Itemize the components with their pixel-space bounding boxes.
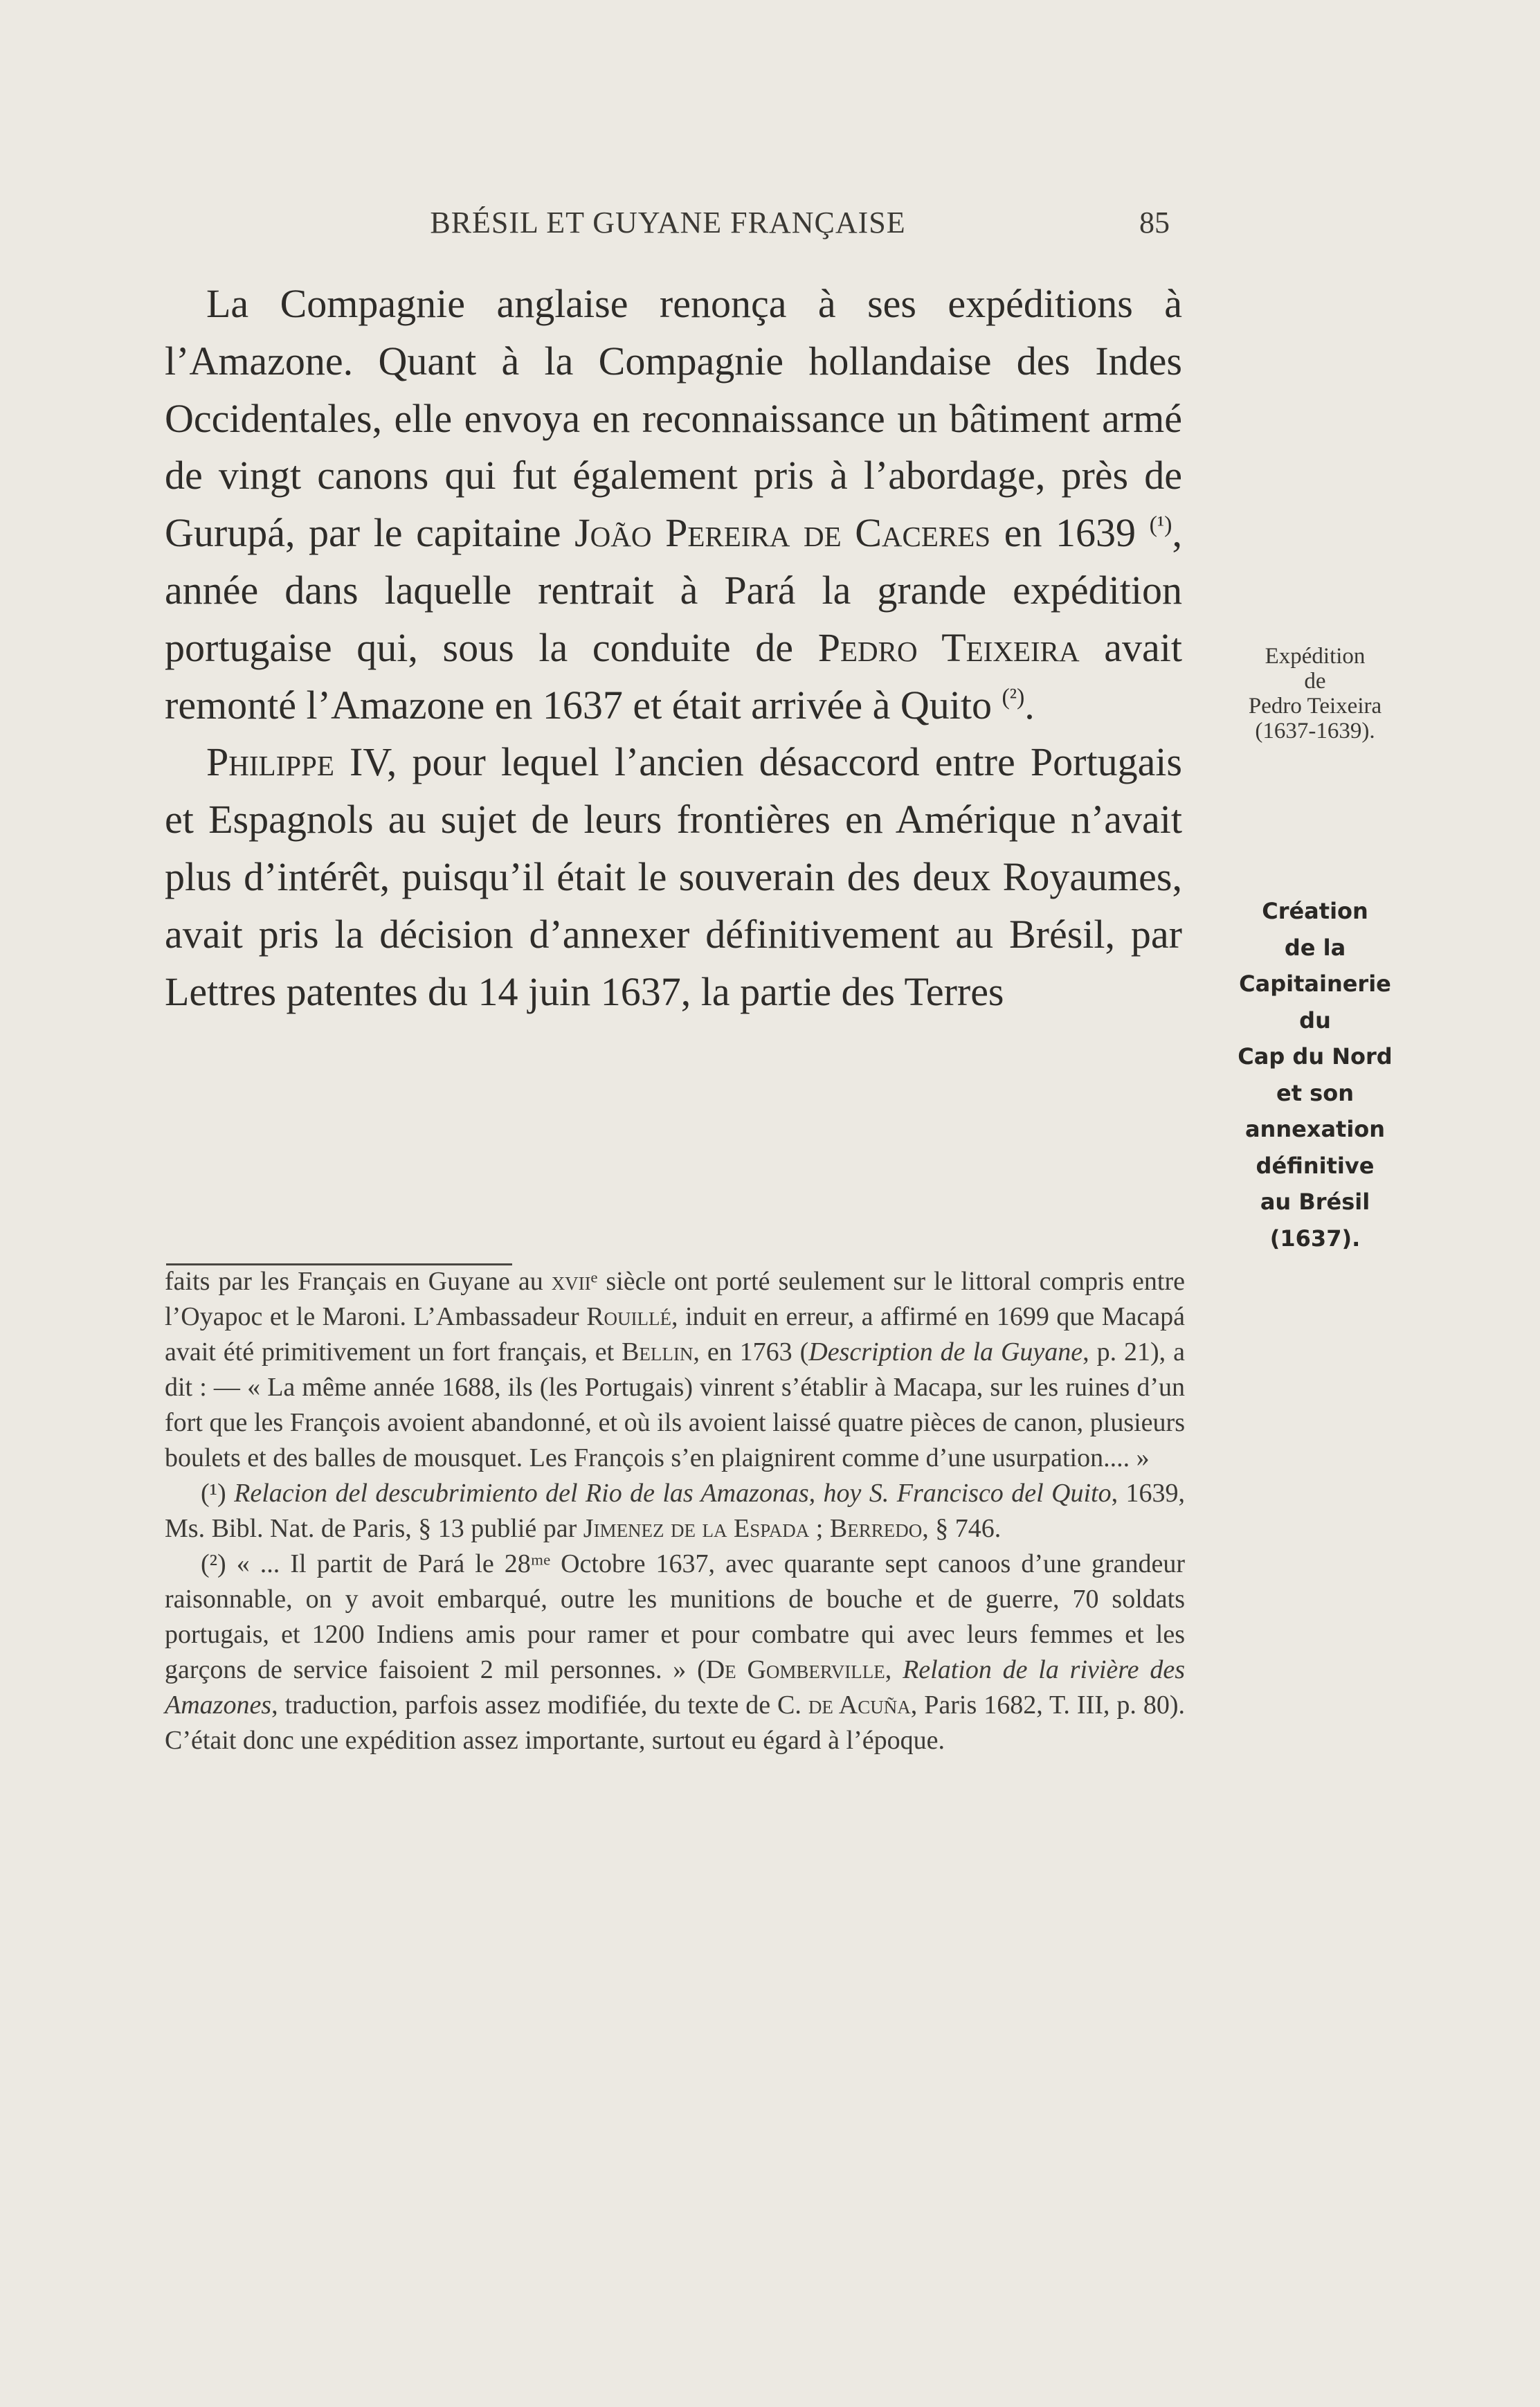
text-span: . [1024,682,1035,728]
margin-note-line: Capitainerie [1239,971,1391,997]
margin-note-line: du [1299,1007,1331,1034]
footnote-continuation [165,1264,1185,1476]
person-name: Berredo [829,1514,923,1543]
person-name: Pedro Teixeira [817,624,1080,670]
person-name: Jimenez de la Espada [583,1514,810,1543]
footnote-ref: (²) [1002,684,1025,710]
text-span: , traduction, parfois assez modifiée, du texte de C. [271,1691,808,1720]
text-span: siècle ont porté seulement sur le littoral compris entre l’Oyapoc et le Maroni. L’Ambassadeur [165,1267,1186,1331]
text-span: IV, pour lequel l’ancien désaccord entre Portugais et Espagnols au sujet de leurs frontières en Amérique n’avait plus d’intérêt, puisqu’il était le souverain des deux Royaumes, avait pris la décision d’annexer définitivement au Brésil, par Lettres patentes du 14 juin 1637, la partie des Terres [165,739,1182,1014]
main-text [165,276,1182,1020]
work-title: Relacion del descubrimiento del Rio de las Amazonas, hoy S. Francisco del Quito [234,1479,1112,1508]
margin-note-line: de la [1284,934,1346,961]
margin-note-line: et son [1276,1079,1354,1106]
footnote-marker: (¹) [201,1479,226,1508]
margin-note-line: de [1304,669,1326,694]
text-span: « ... Il partit de Pará le 28ᵐᵉ Octobre 1637, avec quarante sept canoos d’une grandeur raisonnable, on y avoit embarqué, outre les munitions de bouche et de guerre, 70 soldats portugais, et 1200 Indiens amis pour ramer et pour combatre qui avec leurs femmes et les garçons de service faisoient 2 mil personnes. » ( [165,1549,1185,1684]
text-span: , [885,1655,903,1684]
text-span: , induit en erreur, a affirmé en 1699 que Macapá avait été primitivement un fort français, et [165,1302,1185,1367]
work-title: Relation de la rivière des Amazones [165,1655,1185,1720]
text-span: ; [809,1514,830,1543]
footnote-marker: (²) [201,1549,226,1578]
page-header [166,205,1170,246]
text-span: , Paris 1682, T. III, p. 80). C’était donc une expédition assez importante, surtout eu égard à l’époque. [165,1691,1186,1755]
margin-note-line: Expédition [1265,644,1366,669]
text-span: La Compagnie anglaise renonça à ses expéditions à l’Amazone. Quant à la Compagnie hollandaise des Indes Occidentales, elle envoya en reconnaissance un bâtiment armé de vingt canons qui fut également pris à l’abordage, près de Gurupá, par le capitaine [165,281,1182,556]
person-name: de Acuña [808,1691,911,1720]
margin-note-expedition [1204,644,1426,743]
work-title: Description de la Guyane [808,1337,1083,1367]
text-span: , 1639, Ms. Bibl. Nat. de Paris, § 13 publié par [165,1479,1185,1543]
century-numeral: xviiᵉ [551,1267,598,1296]
margin-note-line: Pedro Teixeira [1248,694,1382,719]
margin-note-line: au Brésil [1260,1189,1370,1215]
margin-note-line: annexation [1244,1116,1386,1142]
paragraph-2 [165,734,1182,1020]
text-span: , en 1763 ( [693,1337,809,1367]
margin-note-line: définitive [1256,1152,1375,1179]
margin-note-line: (1637-1639). [1255,719,1375,743]
person-name: De Gomberville [705,1655,885,1684]
margin-note-line: Création [1262,898,1368,924]
footnote-ref: (¹) [1149,512,1172,538]
person-name: João Pereira de Caceres [574,510,991,556]
text-span: faits par les Français en Guyane au [165,1267,552,1296]
person-name: Rouillé [586,1302,672,1331]
margin-note-line: (1637). [1269,1225,1361,1252]
text-span: , p. 21), a dit : — « La même année 1688, ils (les Portugais) vinrent s’établir à Macapa, sur les ruines d’un fort que les François avoient abandonné, et où ils avoient laissé quatre pièces de canon, plusieurs boulets et des balles de mousquet. Les François s’en plaignirent comme d’une usurpation.... » [165,1337,1185,1472]
margin-note-line: Cap du Nord [1238,1043,1393,1070]
text-span: , § 746. [922,1514,1002,1543]
text-span: en 1639 [990,510,1150,556]
footnotes [165,1264,1185,1758]
footnote-2 [165,1547,1185,1758]
margin-note-creation [1204,893,1426,1256]
person-name: Bellin [622,1337,694,1367]
page-number: 85 [1139,206,1170,240]
paragraph-1 [165,276,1182,734]
running-title: BRÉSIL ET GUYANE FRANÇAISE [430,206,906,240]
text-span: avait remonté l’Amazone en 1637 et était arrivée à Quito [165,624,1182,728]
person-name: Philippe [206,739,334,785]
footnote-1 [165,1476,1185,1547]
text-span: , année dans laquelle rentrait à Pará la grande expédition portugaise qui, sous la conduite de [165,510,1182,670]
